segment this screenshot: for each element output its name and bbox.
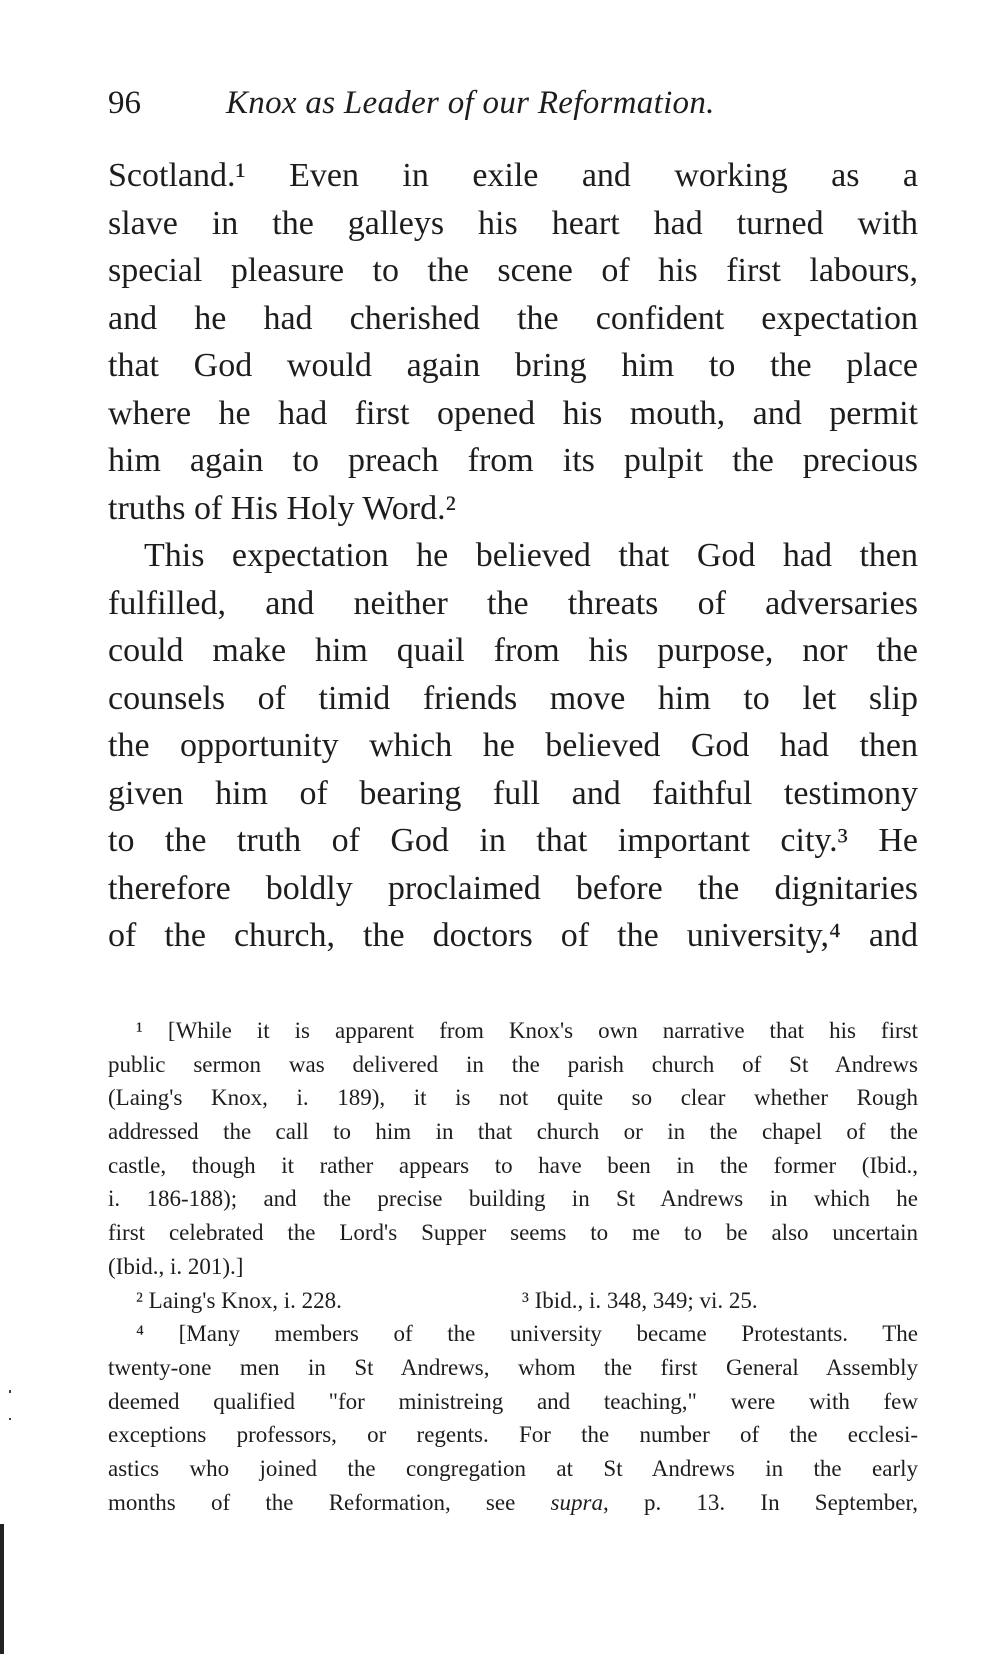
body-line: could make him quail from his purpose, nor the bbox=[108, 632, 918, 669]
body-line: to the truth of God in that important city.³ He bbox=[108, 822, 918, 859]
body-line: of the church, the doctors of the university,⁴ and bbox=[108, 917, 918, 954]
footnote-1-line: public sermon was delivered in the parish church of St Andrews bbox=[108, 1051, 918, 1077]
margin-speck bbox=[9, 1418, 11, 1420]
body-line: truths of His Holy Word.² bbox=[108, 489, 456, 527]
footnote-3: ³ Ibid., i. 348, 349; vi. 25. bbox=[522, 1287, 758, 1313]
footnote-1-line: addressed the call to him in that church or in the chapel of the bbox=[108, 1119, 918, 1145]
body-line: This expectation he believed that God had then bbox=[144, 537, 918, 574]
footnote-1-line: castle, though it rather appears to have been in the former (Ibid., bbox=[108, 1152, 918, 1178]
footnote-4-line: exceptions professors, or regents. For the number of the ecclesi- bbox=[108, 1422, 918, 1448]
body-text bbox=[108, 152, 918, 960]
footnote-1-line: first celebrated the Lord's Supper seems to me to be also uncertain bbox=[108, 1220, 918, 1246]
footnote-4-line: months of the Reformation, see supra, p. 13. In September, bbox=[108, 1489, 918, 1515]
footnote-2-3-row bbox=[108, 1284, 918, 1318]
body-line: given him of bearing full and faithful testimony bbox=[108, 774, 918, 812]
footnote-4-line: ⁴ [Many members of the university became Protestants. The bbox=[136, 1321, 918, 1347]
body-line: special pleasure to the scene of his first labours, bbox=[108, 252, 918, 289]
margin-speck bbox=[9, 1390, 11, 1393]
footnotes bbox=[108, 1014, 918, 1519]
running-title: Knox as Leader of our Reformation. bbox=[226, 85, 715, 121]
binding-edge-mark bbox=[0, 1524, 4, 1654]
body-line: counsels of timid friends move him to let slip bbox=[108, 679, 918, 717]
footnote-1-line: ¹ [While it is apparent from Knox's own narrative that his first bbox=[136, 1018, 918, 1043]
body-line: slave in the galleys his heart had turned with bbox=[108, 204, 918, 242]
body-line: that God would again bring him to the place bbox=[108, 347, 918, 384]
footnote-4-line: astics who joined the congregation at St Andrews in the early bbox=[108, 1455, 918, 1481]
footnote-1-line: (Ibid., i. 201).] bbox=[108, 1253, 244, 1279]
body-line: where he had first opened his mouth, and permit bbox=[108, 394, 918, 432]
page-number: 96 bbox=[108, 85, 141, 121]
footnote-2: ² Laing's Knox, i. 228. bbox=[136, 1287, 342, 1313]
body-line: fulfilled, and neither the threats of adversaries bbox=[108, 584, 918, 622]
body-line: Scotland.¹ Even in exile and working as a bbox=[108, 157, 918, 194]
footnote-4-line: twenty-one men in St Andrews, whom the first General Assembly bbox=[108, 1354, 918, 1380]
footnote-1-line: i. 186-188); and the precise building in St Andrews in which he bbox=[108, 1186, 918, 1212]
italic-term: supra bbox=[550, 1489, 603, 1515]
body-line: therefore boldly proclaimed before the dignitaries bbox=[108, 869, 918, 907]
body-line: the opportunity which he believed God had then bbox=[108, 727, 918, 764]
body-line: him again to preach from its pulpit the precious bbox=[108, 442, 918, 479]
footnote-4-line: deemed qualified "for ministreing and teaching," were with few bbox=[108, 1388, 918, 1414]
footnote-1-line: (Laing's Knox, i. 189), it is not quite so clear whether Rough bbox=[108, 1085, 918, 1111]
running-head bbox=[108, 78, 938, 128]
body-line: and he had cherished the confident expectation bbox=[108, 299, 918, 337]
